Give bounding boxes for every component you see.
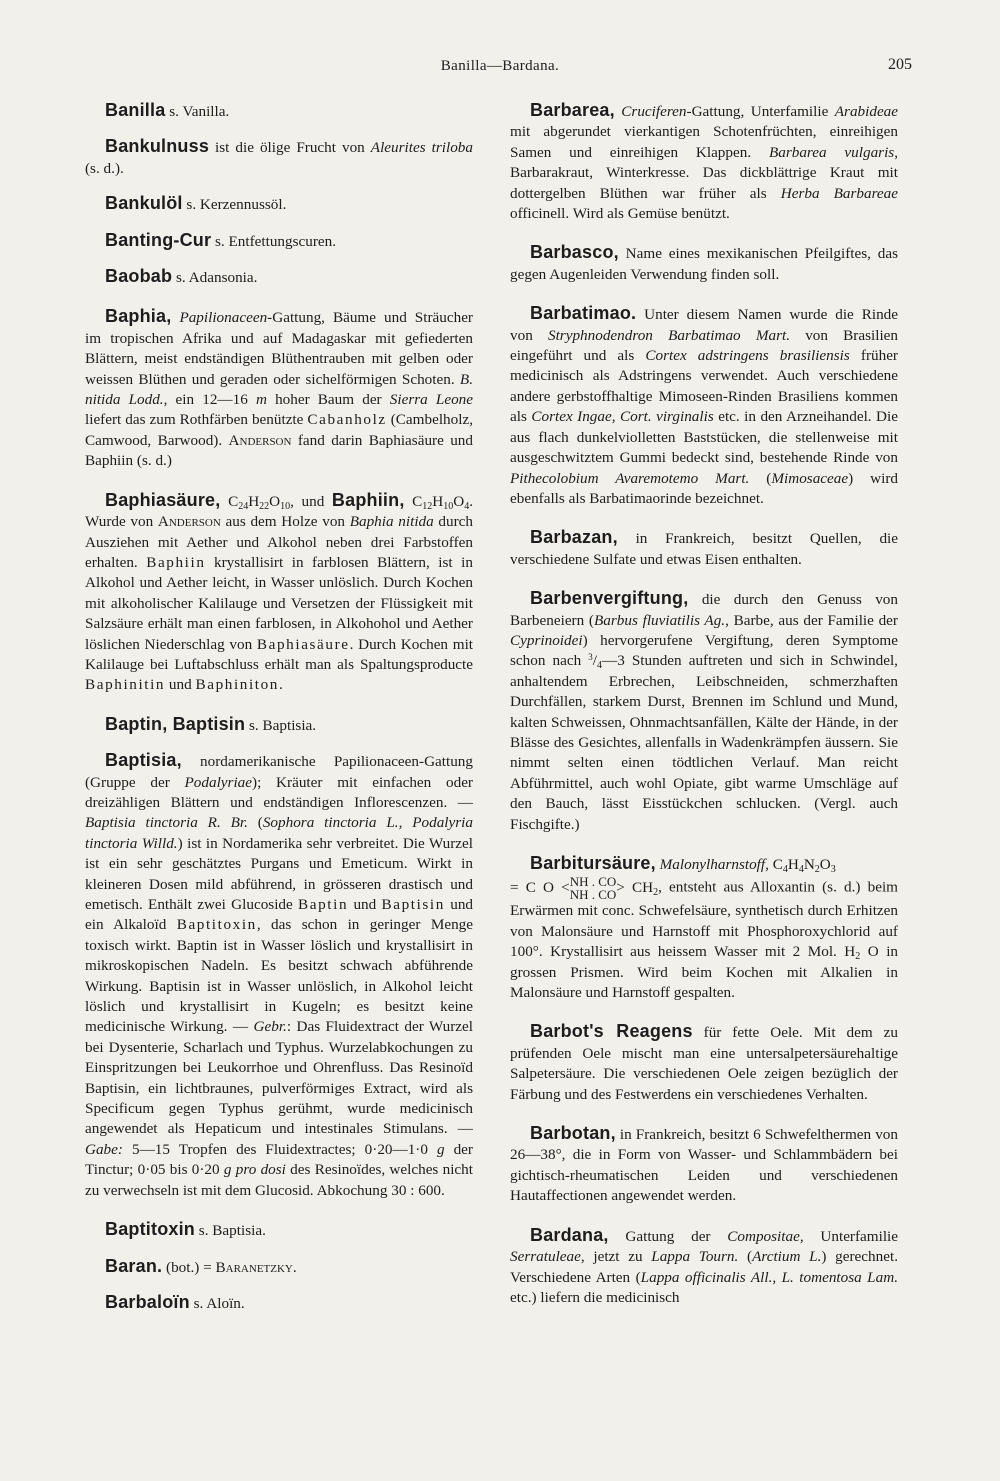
formula-bottom: NH . CO bbox=[569, 887, 617, 903]
entry-baphiasaeure bbox=[85, 490, 473, 696]
entry-text: (s. d.). bbox=[85, 159, 124, 177]
entry-text: des Resinoïdes, welches nicht zu verwechseln ist mit dem Glucosid. Abkochung 30 : 600. bbox=[85, 1161, 473, 1199]
entry-text: s. Adansonia. bbox=[172, 269, 258, 287]
entry-text: für fette Oele. Mit dem zu prüfenden Oele mischt man eine untersalpetersäurehaltige Salpetersäure. Die verschiedenen Oele zeigen bezüglich der Färbung und des Festwerdens ein verschiedenes Verhalten. bbox=[510, 1024, 898, 1103]
entry-text: ) wird ebenfalls als Barbatimaorinde bezeichnet. bbox=[510, 469, 898, 507]
entry-text: s. Entfettungscuren. bbox=[211, 232, 337, 250]
entry-text: ); Kräuter mit einfachen oder dreizähligen Blättern und endständigen Inflorescenzen. — bbox=[85, 773, 473, 811]
entry-barbots-reagens bbox=[510, 1021, 898, 1105]
formula-top: NH . CO bbox=[569, 874, 617, 890]
entry-text: officinell. Wird als Gemüse benützt. bbox=[510, 205, 730, 223]
entry-italic: Pithecolobium Avaremotemo Mart. bbox=[510, 469, 750, 487]
formula bbox=[228, 493, 290, 510]
headword: Baptisia, bbox=[105, 750, 182, 771]
entry-text: ( bbox=[738, 1248, 753, 1266]
entry-text: ist die ölige Frucht von bbox=[209, 139, 371, 157]
entry-spaced: Baphiniton bbox=[195, 676, 279, 694]
headword: Baobab bbox=[105, 266, 173, 287]
entry-text: , Barbarakraut, Winterkresse. Das dickblättrige Kraut mit dottergelben Blüthen war früher als bbox=[510, 143, 898, 202]
headword: Barbenvergiftung, bbox=[530, 588, 689, 609]
entry-barbenvergiftung: Barbenvergiftung, die durch den Genuss von Barbeneiern (Barbus fluviatilis Ag., Barbe, aus der Familie der Cyprinoidei) hervorgerufene Vergiftung, deren Symptome schon nach $^3/_4—3$ Stunden auftreten und sich in Schwindel, anhaltendem Erbrechen, Leibschneiden, schmerzhaften Durchfällen, starkem Durst, Brennen im Schlund und Mund, kalten Schweissen, Ohnmachtsanfällen, Kälte der Hände, in der Blässe des Gesichtes, allenfalls in Wadenkrämpfen äussern. Sie nimmt selten einen tödtlichen Verlauf. Man reicht Abführmittel, auch wohl Opiate, gibt warme Umschläge auf den Bauch, lässt Eisstückchen schlucken. (Vergl. auch Fischgifte.) bbox=[510, 588, 898, 833]
headword: Baphia, bbox=[105, 306, 172, 327]
formula-sub: 24 bbox=[238, 500, 249, 512]
entry-text: -Gattung, Bäume und Sträucher im tropischen Afrika und auf Madagaskar mit gefiederten Blättern, meist endständigen Blüthentrauben mit gelben oder weissen Blüthen und geraden oder sichelförmigen Schoten. bbox=[85, 309, 473, 388]
entry-text: , Barbe, aus der Familie der bbox=[725, 611, 898, 629]
right-column bbox=[510, 100, 898, 1326]
entry-text: (Cambelholz, Camwood, Barwood). bbox=[85, 411, 473, 449]
entry-barbotan bbox=[510, 1123, 898, 1207]
entry-baptin bbox=[85, 714, 473, 736]
formula-part: H bbox=[248, 492, 260, 510]
entry-italic: Cortex Ingae, Cort. virginalis bbox=[531, 408, 714, 426]
running-head: Banilla—Bardana. bbox=[440, 58, 560, 74]
entry-text: , Unterfamilie bbox=[799, 1227, 898, 1245]
headword: Barbasco, bbox=[530, 242, 619, 263]
entry-text: : Das Fluidextract der Wurzel bei Dysenterie, Scharlach und Typhus. Wurzelabkochungen zu Einspritzungen bei Leukorrhoe und Ohrenfluss. Das Resinoïd Baptisin, ein lichtbraunes, pulverförmiges Extract, wird als Specificum gegen Typhus gerühmt, wurde medicinisch angewendet als Hepaticum und intestinales Stimulans. — bbox=[85, 1018, 473, 1138]
entry-italic: Compositae bbox=[727, 1227, 800, 1245]
entry-text: ( bbox=[749, 469, 772, 487]
formula bbox=[773, 856, 836, 873]
entry-barbarea bbox=[510, 100, 898, 224]
formula-sub: 2 bbox=[855, 951, 861, 963]
entry-text: von Brasilien eingeführt und als bbox=[510, 326, 898, 365]
entry-italic: m bbox=[255, 391, 267, 409]
formula-part: > CH bbox=[616, 878, 654, 896]
entry-baptisia bbox=[85, 750, 473, 1201]
entry-text: durch Ausziehen mit Aether und Alkohol neben drei Farbstoffen erhalten. bbox=[85, 513, 474, 571]
entry-baphia bbox=[85, 306, 473, 471]
entry-italic: Cortex adstringens brasiliensis bbox=[645, 347, 850, 365]
entry-italic: Herba Barbareae bbox=[780, 184, 899, 202]
entry-text: und bbox=[348, 896, 382, 913]
headword: Baptitoxin bbox=[105, 1219, 195, 1240]
entry-italic: Arabideae bbox=[834, 103, 899, 120]
entry-italic: Podalyriae bbox=[184, 773, 253, 791]
entry-barbitursaeure bbox=[510, 853, 898, 1003]
entry-italic: g bbox=[436, 1140, 445, 1158]
entry-text: . bbox=[292, 1258, 297, 1276]
entry-banting-cur bbox=[85, 230, 473, 252]
entry-text: -Gattung, Unterfamilie bbox=[686, 103, 835, 120]
entry-text: . Wurde von bbox=[85, 492, 474, 531]
entry-text: in Frankreich, besitzt 6 Schwefelthermen von 26—38°, die in Form von Wasser- und Schlammbädern bei gichtisch-rheumatischen Leiden und verschiedenen Hautaffectionen angewendet werden. bbox=[510, 1126, 898, 1205]
entry-text: . Durch Kochen mit Kalilauge bei Luftabschluss erhält man als Spaltungsproducte bbox=[85, 635, 474, 673]
entry-text: etc.) liefern die medicinisch bbox=[510, 1288, 680, 1306]
headword: Barbaloïn bbox=[105, 1291, 190, 1312]
entry-text: und ein Alkaloïd bbox=[85, 896, 474, 934]
entry-text: s. Aloïn. bbox=[189, 1294, 245, 1312]
entry-italic: Baptisia tinctoria R. Br. bbox=[85, 814, 248, 832]
headword: Barbatimao. bbox=[530, 303, 637, 324]
entry-spaced: Baptin bbox=[298, 896, 349, 913]
headword: Banilla bbox=[105, 100, 166, 120]
entry-italic: Mimosaceae bbox=[771, 469, 849, 487]
headword: Bardana, bbox=[530, 1224, 609, 1245]
entry-text: in Frankreich, besitzt Quellen, die verschiedene Sulfate und etwas Eisen enthalten. bbox=[510, 530, 898, 568]
entry-baptitoxin bbox=[85, 1219, 473, 1241]
entry-text: s. Baptisia. bbox=[195, 1222, 266, 1240]
entry-italic: Cruciferen bbox=[621, 103, 687, 120]
entry-bankulnuss bbox=[85, 136, 473, 179]
formula-sub: 10 bbox=[280, 500, 291, 512]
entry-italic: Baphia nitida bbox=[349, 513, 434, 531]
entry-text: etc. in den Arzneihandel. Die aus flach dunkelviolletten Baststücken, die stellenweise mit ausgeschwitztem Gummi bedeckt sind, bestehende Rinde von bbox=[510, 408, 898, 467]
entry-italic: Malonylharnstoff, bbox=[659, 856, 769, 873]
entry-barbaloin bbox=[85, 1292, 473, 1314]
headword: Barbitursäure, bbox=[530, 853, 656, 873]
headword: Banting-Cur bbox=[105, 229, 212, 250]
formula-part: O bbox=[269, 492, 281, 510]
entry-text: mit abgerundet vierkantigen Schotenfrüchten, einreihigen Samen und einreihigen Klappen. bbox=[510, 123, 898, 161]
entry-text: früher medicinisch als Adstringens verwendet. Auch verschiedene andere gerbstoffhaltige Mimoseen-Rinden Brasiliens kommen als bbox=[510, 347, 898, 426]
formula bbox=[412, 493, 469, 510]
entry-italic: Gebr. bbox=[253, 1018, 287, 1036]
formula-sub: 4 bbox=[798, 864, 804, 875]
structural-formula bbox=[510, 874, 659, 903]
entry-text: (bot.) = bbox=[162, 1258, 216, 1276]
entry-text: hoher Baum der bbox=[266, 391, 390, 409]
entry-text: —3 Stunden auftreten und sich in Schwindel, anhaltendem Erbrechen, Leibschneiden, schmerzhaften Durchfällen, starkem Durst, Brennen im Schlund und Mund, kalten Schweissen, Ohnmachtsanfällen, Kälte der Hände, in der Blässe des Gesichtes, allenfalls in Wadenkrämpfen äussern. Sie nimmt selten einen tödtlichen Verlauf. Man reicht Abführmittel, auch wohl Opiate, gibt warme Umschläge auf den Bauch, lässt Eisstückchen schlucken. (Vergl. auch Fischgifte.) bbox=[510, 652, 898, 833]
entry-text: aus dem Holze von bbox=[220, 513, 350, 531]
entry-baobab bbox=[85, 266, 473, 288]
entry-text: und bbox=[165, 676, 196, 694]
formula-part: C bbox=[772, 856, 783, 873]
entry-italic: Lappa Tourn. bbox=[651, 1248, 739, 1266]
entry-text: 5—15 Tropfen des Fluidextractes; 0·20—1·0 bbox=[122, 1140, 437, 1158]
formula-sub: 3 bbox=[830, 864, 836, 875]
formula-part: O bbox=[453, 492, 465, 510]
formula-part: = C O < bbox=[510, 878, 570, 896]
entry-text: der Tinctur; 0·05 bis 0·20 bbox=[85, 1140, 473, 1179]
formula-part: C bbox=[412, 492, 423, 510]
entry-text: s. Baptisia. bbox=[245, 716, 317, 734]
entry-text: Name eines mexikanischen Pfeilgiftes, das gegen Augenleiden Verwendung finden soll. bbox=[510, 245, 898, 283]
entry-text: Unter diesem Namen wurde die Rinde von bbox=[510, 306, 898, 344]
entry-banilla bbox=[85, 100, 473, 122]
entry-text: , und bbox=[290, 492, 332, 510]
entry-spaced: Baptisin bbox=[381, 896, 445, 913]
formula-sub: 12 bbox=[422, 500, 433, 512]
author-name: Baranetzky bbox=[215, 1258, 293, 1276]
entry-barbazan bbox=[510, 527, 898, 570]
headword: Barbot's Reagens bbox=[530, 1021, 693, 1042]
fraction-numerator: 3 bbox=[588, 652, 593, 663]
formula-sub: 4 bbox=[464, 500, 470, 512]
entry-text: , jetzt zu bbox=[580, 1248, 652, 1266]
headword: Baphiasäure, bbox=[105, 489, 221, 510]
entry-spaced: Baphinitin bbox=[85, 676, 166, 694]
entry-text: die durch den Genuss von Barbeneiern ( bbox=[510, 591, 898, 629]
headword: Barbotan, bbox=[530, 1123, 616, 1144]
entry-spaced: Baphiin bbox=[146, 553, 206, 571]
formula-stack bbox=[570, 875, 617, 901]
entry-text: krystallisirt in farblosen Blättern, ist in Alkohol und Aether leicht, in Wasser unlöslich. Durch Kochen mit alkoholischer Kalilauge und Versetzen der Flüssigkeit mit Salzsäure erhält man einen farblosen, in Alkohohol und Aether löslichen Niederschlag von bbox=[85, 553, 473, 653]
entry-spaced: Baphiasäure bbox=[256, 635, 350, 653]
headword: Bankulöl bbox=[105, 193, 183, 214]
entry-italic: Barbarea vulgaris bbox=[768, 143, 895, 161]
formula-part: H bbox=[432, 492, 444, 510]
formula-sub: 10 bbox=[443, 500, 454, 512]
entry-text: , entsteht aus Alloxantin (s. d.) beim Erwärmen mit conc. Schwefelsäure, synthetisch durch Erhitzen von Malonsäure und Harnstoff mit Phosphoroxychlorid auf 100°. Krystallisirt aus heissem Wasser mit 2 Mol. H bbox=[510, 878, 898, 961]
entry-text: , ein 12—16 bbox=[163, 391, 256, 409]
entry-text: s. Vanilla. bbox=[165, 103, 230, 120]
headword: Baphiin, bbox=[331, 489, 405, 510]
entry-text: . bbox=[279, 676, 283, 694]
formula-sub: 4 bbox=[782, 864, 788, 875]
entry-italic: Barbus fluviatilis Ag. bbox=[594, 611, 726, 629]
entry-italic: Gabe: bbox=[85, 1140, 123, 1158]
entry-italic: B. nitida Lodd. bbox=[85, 370, 473, 409]
formula-sub: 2 bbox=[653, 886, 659, 898]
headword: Baptin, Baptisin bbox=[105, 713, 246, 734]
entry-italic: Cyprinoidei bbox=[510, 631, 583, 649]
entry-barbatimao bbox=[510, 303, 898, 509]
entry-bankuloel bbox=[85, 193, 473, 215]
entry-text: , das schon in geringer Menge toxisch wirkt. Baptin ist in Wasser löslich und krystallisirt in mikroskopischen Nadeln. Es besitzt schwach abführende Wirkung. Baptisin ist in Wasser unlöslich, in Alkohol leicht löslich und krystallisirt in Kugeln; es besitzt keine medicinische Wirkung. — bbox=[85, 916, 474, 1036]
formula-part: C bbox=[228, 492, 239, 510]
entry-italic: Stryphnodendron Barbatimao Mart. bbox=[547, 326, 790, 344]
entry-text: Gattung der bbox=[608, 1227, 728, 1245]
left-column bbox=[85, 100, 473, 1328]
entry-italic: Sophora tinctoria L., Podalyria tinctoria Willd. bbox=[85, 814, 473, 852]
entry-text: ) ist in Nordamerika sehr verbreitet. Die Wurzel ist ein sehr geschätztes Purgans und Emeticum. Wirkt in kleineren Dosen mild abführend, in grösseren drastisch und emetisch. Enthält zwei Glucoside bbox=[85, 834, 473, 913]
entry-spaced: Cabanholz bbox=[307, 411, 387, 429]
author-name: Anderson bbox=[228, 431, 292, 449]
entry-italic: Aleurites triloba bbox=[370, 139, 473, 157]
entry-text: ) gerechnet. Verschiedene Arten ( bbox=[510, 1248, 898, 1286]
entry-italic: Sierra Leone bbox=[389, 391, 473, 409]
entry-spaced: Baptitoxin bbox=[176, 916, 257, 934]
entry-italic: Lappa officinalis All., L. tomentosa Lam. bbox=[640, 1268, 898, 1286]
headword: Barbazan, bbox=[530, 527, 618, 548]
formula-part: O bbox=[819, 856, 831, 873]
author-name: Anderson bbox=[157, 513, 221, 531]
entry-text: O in grossen Prismen. Wird beim Kochen mit Alkalien in Malonsäure und Harnstoff gespalten. bbox=[510, 943, 899, 1002]
formula-sub: 2 bbox=[814, 864, 820, 875]
entry-text: s. Kerzennussöl. bbox=[182, 196, 287, 214]
entry-text: ) hervorgerufene Vergiftung, deren Symptome schon nach bbox=[510, 631, 898, 670]
entry-barbasco bbox=[510, 242, 898, 285]
headword: Barbarea, bbox=[530, 100, 615, 120]
fraction-denominator: 4 bbox=[597, 660, 602, 672]
headword: Bankulnuss bbox=[105, 136, 210, 157]
entry-italic: g pro dosi bbox=[223, 1161, 286, 1179]
entry-text: ( bbox=[247, 814, 263, 832]
headword: Baran. bbox=[105, 1255, 163, 1276]
page-header bbox=[0, 58, 1000, 86]
formula-part: N bbox=[803, 856, 815, 873]
entry-baran bbox=[85, 1256, 473, 1278]
entry-italic: Serratuleae bbox=[510, 1248, 581, 1266]
entry-text: nordamerikanische Papilionaceen-Gattung (Gruppe der bbox=[85, 753, 473, 791]
formula-part: H bbox=[787, 856, 799, 873]
entry-bardana bbox=[510, 1225, 898, 1309]
page-number: 205 bbox=[888, 56, 912, 73]
formula-sub: 22 bbox=[259, 500, 270, 512]
entry-text: fand darin Baphiasäure und Baphiin (s. d.) bbox=[85, 431, 473, 470]
entry-italic: Arctium L. bbox=[752, 1248, 822, 1266]
entry-text: liefert das zum Rothfärben benützte bbox=[85, 411, 308, 429]
entry-italic: Papilionaceen bbox=[179, 309, 268, 327]
